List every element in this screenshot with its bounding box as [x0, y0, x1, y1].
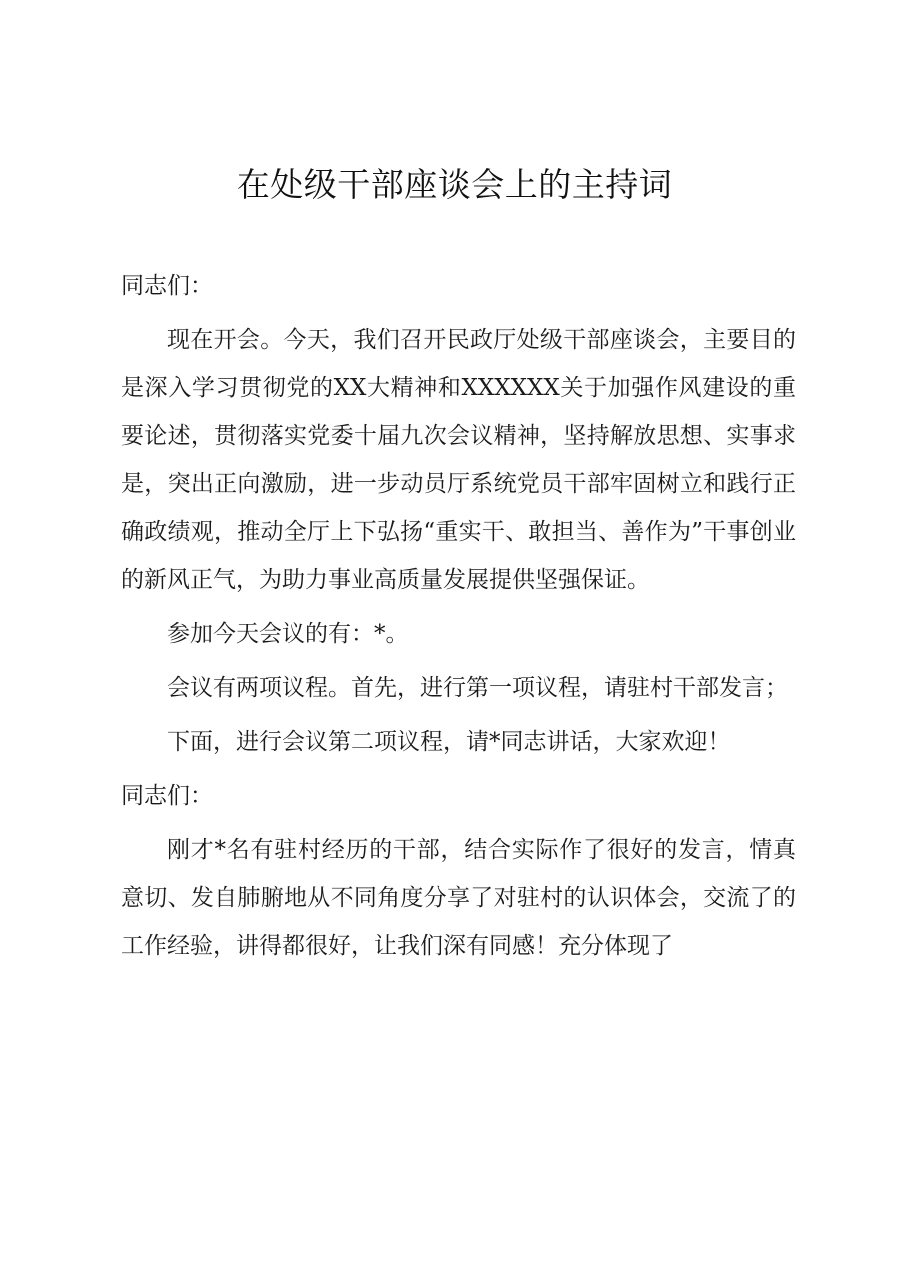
- opening-paragraph: 现在开会。今天，我们召开民政厅处级干部座谈会，主要目的是深入学习贯彻党的XX大精神和XXXXXX关于加强作风建设的重要论述，贯彻落实党委十届九次会议精神，坚持解放思想、实事求是，突出正向激励，进一步动员厅系统党员干部牢固树立和践行正确政绩观，推动全厅上下弘扬“重实干、敢担当、善作为”干事创业的新风正气，为助力事业高质量发展提供坚强保证。: [121, 327, 796, 593]
- second-agenda-paragraph: 下面，进行会议第二项议程，请*同志讲话，大家欢迎！: [167, 729, 731, 755]
- salutation-paragraph: 同志们：: [121, 273, 213, 299]
- salutation-paragraph-2: 同志们：: [121, 783, 213, 809]
- closing-remarks-paragraph: 刚才*名有驻村经历的干部，结合实际作了很好的发言，情真意切、发自肺腑地从不同角度分享了对驻村的认识体会，交流了的工作经验，讲得都很好，让我们深有同感！充分体现了: [121, 837, 796, 959]
- document-body: [121, 262, 796, 976]
- agenda-paragraph: 会议有两项议程。首先，进行第一项议程，请驻村干部发言；: [167, 675, 788, 701]
- attendees-paragraph: 参加今天会议的有：*。: [167, 621, 409, 647]
- document-title: 在处级干部座谈会上的主持词: [236, 165, 673, 204]
